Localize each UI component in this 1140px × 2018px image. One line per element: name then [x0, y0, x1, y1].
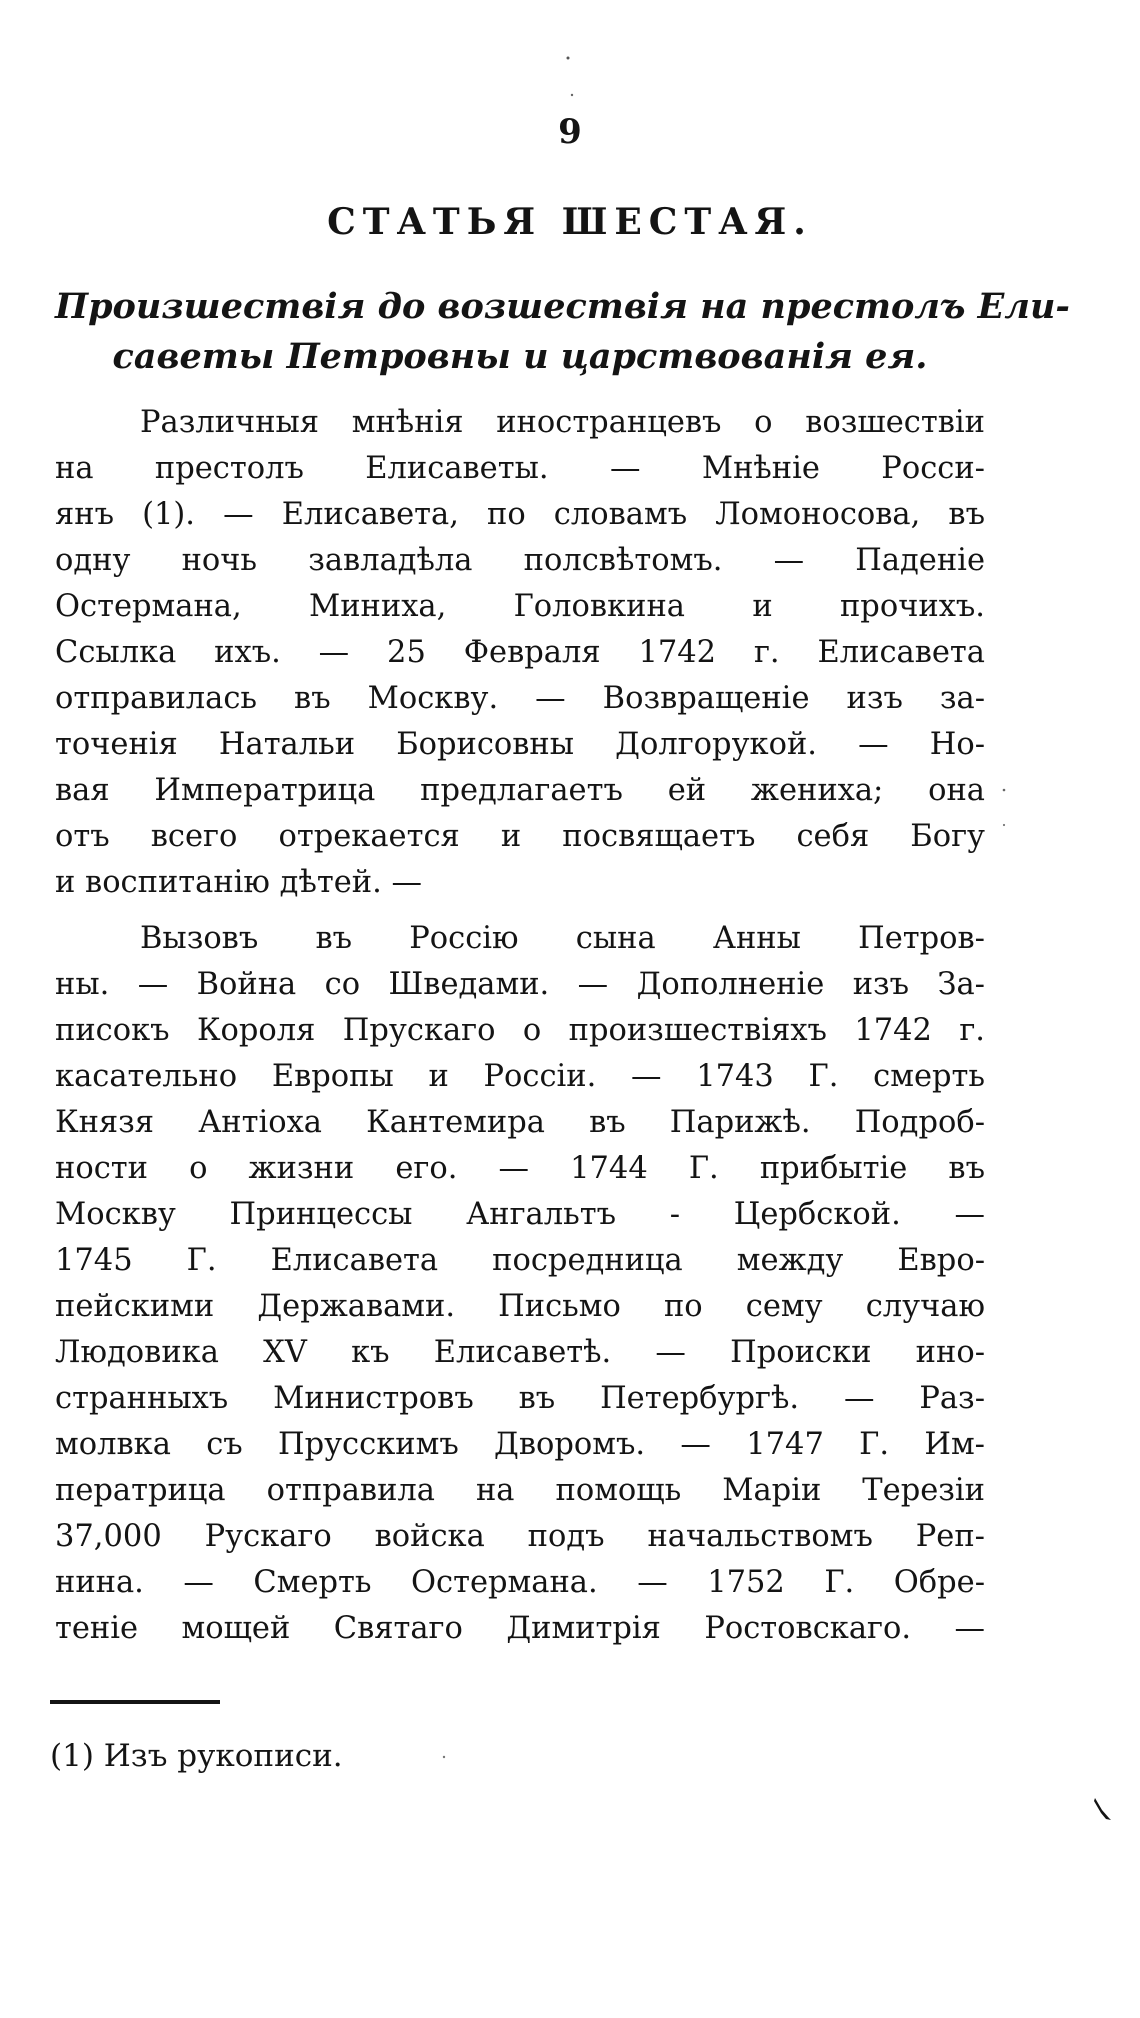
text-line: писокъ Короля Прускаго о произшествіяхъ 1742 г. — [55, 1013, 985, 1048]
paragraph-gap — [55, 906, 985, 916]
text-line: ператрица отправила на помощь Маріи Терезіи — [55, 1473, 985, 1508]
text-line: вая Императрица предлагаетъ ей жениха; она — [55, 773, 985, 808]
text-line: Различныя мнѣнія иностранцевъ о возшествіи — [140, 405, 985, 440]
subtitle-line: саветы Петровны и царствованія ея. — [112, 336, 928, 377]
text-line: Москву Принцессы Ангальтъ - Цербской. — — [55, 1197, 985, 1232]
text-line: нина. — Смерть Остермана. — 1752 Г. Обре- — [55, 1565, 985, 1600]
subtitle-line: Произшествія до возшествія на престолъ Ели- — [55, 286, 1070, 327]
text-line: теніе мощей Святаго Димитрія Ростовскаго. — — [55, 1611, 985, 1646]
paragraph-1 — [55, 400, 985, 906]
footnote-rule — [50, 1700, 220, 1704]
text-line: касательно Европы и Россіи. — 1743 Г. смерть — [55, 1059, 985, 1094]
text-line: одну ночь завладѣла полсвѣтомъ. — Паденіе — [55, 543, 985, 578]
text-line: пейскими Державами. Письмо по сему случаю — [55, 1289, 985, 1324]
text-line: ны. — Война со Шведами. — Дополненіе изъ За- — [55, 967, 985, 1002]
text-line: отправилась въ Москву. — Возвращеніе изъ за- — [55, 681, 985, 716]
chapter-title: СТАТЬЯ ШЕСТАЯ. — [327, 201, 813, 243]
chapter-summary — [55, 400, 985, 1652]
text-line: отъ всего отрекается и посвящаетъ себя Богу — [55, 819, 985, 854]
text-line: ности о жизни его. — 1744 Г. прибытіе въ — [55, 1151, 985, 1186]
page-number: 9 — [558, 112, 582, 152]
text-line: Остермана, Миниха, Головкина и прочихъ. — [55, 589, 985, 624]
paragraph-2 — [55, 916, 985, 1652]
text-line: янъ (1). — Елисавета, по словамъ Ломоносова, въ — [55, 497, 985, 532]
text-line: и воспитанію дѣтей. — — [55, 865, 422, 900]
text-line: Ссылка ихъ. — 25 Февраля 1742 г. Елисавета — [55, 635, 985, 670]
text-line: точенія Натальи Борисовны Долгорукой. — Но- — [55, 727, 985, 762]
chapter-subtitle — [55, 282, 1070, 382]
text-line: молвка съ Прусскимъ Дворомъ. — 1747 Г. Им- — [55, 1427, 985, 1462]
ink-mark-icon — [1092, 1796, 1114, 1822]
footnote: (1) Изъ рукописи. — [50, 1738, 343, 1774]
text-line: Вызовъ въ Россію сына Анны Петров- — [140, 921, 985, 956]
text-line: странныхъ Министровъ въ Петербургѣ. — Раз- — [55, 1381, 985, 1416]
text-line: на престолъ Елисаветы. — Мнѣніе Росси- — [55, 451, 985, 486]
text-line: 1745 Г. Елисавета посредница между Евро- — [55, 1243, 985, 1278]
text-line: 37,000 Рускаго войска подъ начальствомъ Реп- — [55, 1519, 985, 1554]
text-line: Людовика XV къ Елисаветѣ. — Происки ино- — [55, 1335, 985, 1370]
text-line: Князя Антіоха Кантемира въ Парижѣ. Подроб- — [55, 1105, 985, 1140]
